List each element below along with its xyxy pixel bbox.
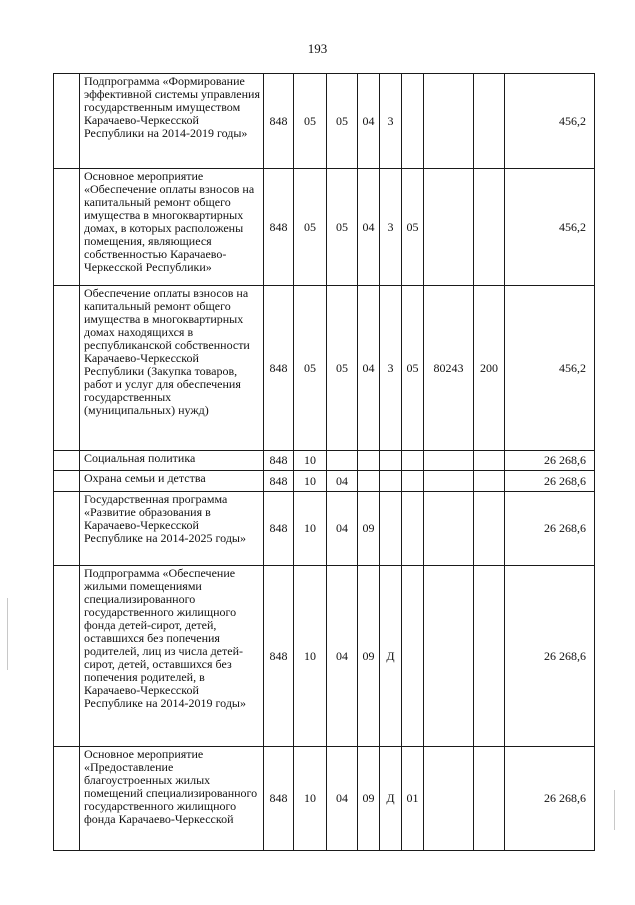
pp-cell <box>380 451 402 471</box>
gp-cell: 04 <box>358 286 380 451</box>
vr-cell <box>474 566 505 747</box>
ved-cell: 848 <box>264 492 294 566</box>
ved-cell: 848 <box>264 286 294 451</box>
ved-cell: 848 <box>264 471 294 492</box>
row-number-cell <box>54 471 80 492</box>
sum-cell: 26 268,6 <box>505 451 595 471</box>
row-name: Социальная политика <box>80 451 264 471</box>
om-cell <box>402 451 424 471</box>
napr-cell <box>424 492 474 566</box>
row-name: Государственная программа «Развитие образования в Карачаево-Черкесской Республике на 2014-2025 годы» <box>80 492 264 566</box>
napr-cell <box>424 566 474 747</box>
table-row <box>54 286 595 451</box>
om-cell <box>402 566 424 747</box>
row-name: Подпрограмма «Обеспечение жилыми помещениями специализированного государственного жилищного фонда детей-сирот, детей, оставшихся без попечения родителей, лиц из числа детей-сирот, детей, оставшихся без попечения родителей, в Карачаево-Черкесской Республике на 2014-2019 годы» <box>80 566 264 747</box>
scan-mark-left <box>7 598 8 670</box>
pp-cell <box>380 471 402 492</box>
row-name: Основное мероприятие «Обеспечение оплаты взносов на капитальный ремонт общего имущества в многоквартирных домах, в которых расположены помещения, являющиеся собственностью Карачаево-Черкесской Республики» <box>80 169 264 286</box>
vr-cell <box>474 169 505 286</box>
row-number-cell <box>54 747 80 851</box>
sum-cell: 456,2 <box>505 74 595 169</box>
row-name: Охрана семьи и детства <box>80 471 264 492</box>
napr-cell: 80243 <box>424 286 474 451</box>
gp-cell: 04 <box>358 74 380 169</box>
pr-cell: 04 <box>327 471 358 492</box>
gp-cell: 09 <box>358 747 380 851</box>
ved-cell: 848 <box>264 169 294 286</box>
row-name: Обеспечение оплаты взносов на капитальный ремонт общего имущества в многоквартирных домах находящихся в республиканской собственности Карачаево-Черкесской Республики (Закупка товаров, работ и услуг для обеспечения государственных (муниципальных) нужд) <box>80 286 264 451</box>
om-cell <box>402 74 424 169</box>
page-number: 193 <box>307 41 328 56</box>
napr-cell <box>424 451 474 471</box>
sum-cell: 456,2 <box>505 286 595 451</box>
om-cell <box>402 471 424 492</box>
sum-cell: 26 268,6 <box>505 471 595 492</box>
row-name: Основное мероприятие «Предоставление благоустроенных жилых помещений специализированного государственного жилищного фонда Карачаево-Черкесской <box>80 747 264 851</box>
pr-cell: 05 <box>327 286 358 451</box>
ved-cell: 848 <box>264 74 294 169</box>
sum-cell: 26 268,6 <box>505 566 595 747</box>
ved-cell: 848 <box>264 747 294 851</box>
sum-cell: 26 268,6 <box>505 747 595 851</box>
gp-cell <box>358 451 380 471</box>
pr-cell: 04 <box>327 747 358 851</box>
vr-cell <box>474 451 505 471</box>
sum-cell: 456,2 <box>505 169 595 286</box>
om-cell: 05 <box>402 286 424 451</box>
pp-cell: 3 <box>380 169 402 286</box>
table-row <box>54 169 595 286</box>
vr-cell <box>474 471 505 492</box>
napr-cell <box>424 74 474 169</box>
row-number-cell <box>54 286 80 451</box>
scan-mark-right <box>614 790 615 830</box>
vr-cell <box>474 747 505 851</box>
vr-cell <box>474 492 505 566</box>
ved-cell: 848 <box>264 451 294 471</box>
pr-cell: 04 <box>327 492 358 566</box>
row-number-cell <box>54 566 80 747</box>
table-row <box>54 492 595 566</box>
table-row <box>54 74 595 169</box>
pr-cell <box>327 451 358 471</box>
pp-cell <box>380 492 402 566</box>
pp-cell: Д <box>380 747 402 851</box>
rz-cell: 10 <box>294 492 327 566</box>
table-row <box>54 451 595 471</box>
gp-cell <box>358 471 380 492</box>
gp-cell: 09 <box>358 492 380 566</box>
rz-cell: 10 <box>294 747 327 851</box>
vr-cell: 200 <box>474 286 505 451</box>
rz-cell: 05 <box>294 169 327 286</box>
pp-cell: 3 <box>380 74 402 169</box>
rz-cell: 10 <box>294 566 327 747</box>
table-row <box>54 471 595 492</box>
vr-cell <box>474 74 505 169</box>
pr-cell: 04 <box>327 566 358 747</box>
gp-cell: 09 <box>358 566 380 747</box>
row-number-cell <box>54 74 80 169</box>
row-number-cell <box>54 169 80 286</box>
budget-table <box>53 73 595 851</box>
ved-cell: 848 <box>264 566 294 747</box>
om-cell <box>402 492 424 566</box>
table-row <box>54 747 595 851</box>
napr-cell <box>424 471 474 492</box>
row-name: Подпрограмма «Формирование эффективной системы управления государственным имуществом Карачаево-Черкесской Республики на 2014-2019 годы» <box>80 74 264 169</box>
pr-cell: 05 <box>327 74 358 169</box>
rz-cell: 05 <box>294 74 327 169</box>
row-number-cell <box>54 451 80 471</box>
om-cell: 05 <box>402 169 424 286</box>
gp-cell: 04 <box>358 169 380 286</box>
pp-cell: 3 <box>380 286 402 451</box>
napr-cell <box>424 169 474 286</box>
pp-cell: Д <box>380 566 402 747</box>
rz-cell: 05 <box>294 286 327 451</box>
napr-cell <box>424 747 474 851</box>
om-cell: 01 <box>402 747 424 851</box>
pr-cell: 05 <box>327 169 358 286</box>
table-row <box>54 566 595 747</box>
sum-cell: 26 268,6 <box>505 492 595 566</box>
row-number-cell <box>54 492 80 566</box>
rz-cell: 10 <box>294 471 327 492</box>
rz-cell: 10 <box>294 451 327 471</box>
